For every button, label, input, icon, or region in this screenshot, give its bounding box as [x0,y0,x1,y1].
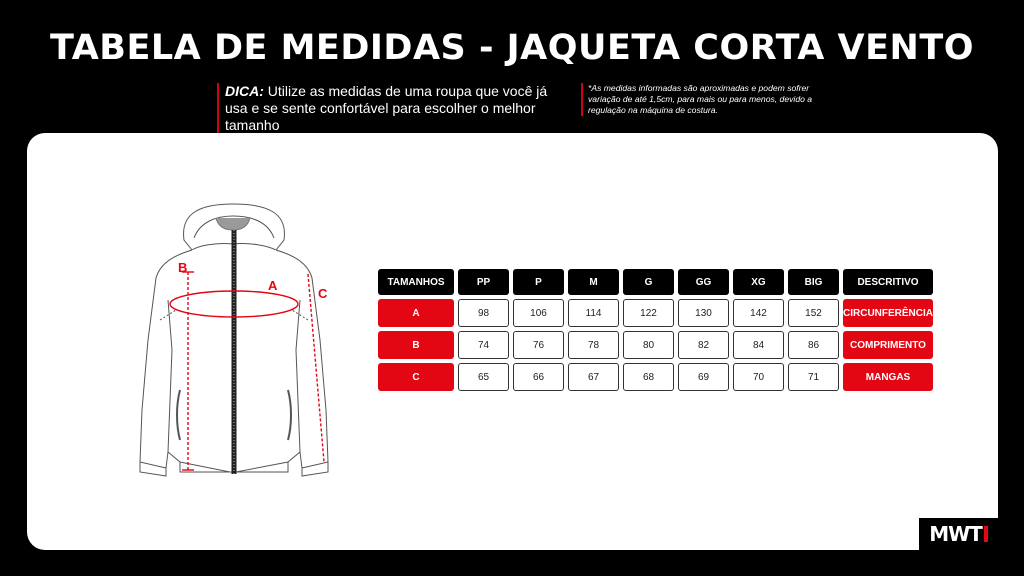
header-size: BIG [788,269,839,295]
logo-bar-icon [984,526,988,542]
table-cell: 70 [733,363,784,391]
table-row [378,299,933,327]
table-cell: 106 [513,299,564,327]
table-cell: 78 [568,331,619,359]
table-cell: 130 [678,299,729,327]
row-label: A [378,299,454,327]
header-size: XG [733,269,784,295]
table-row [378,363,933,391]
table-cell: 86 [788,331,839,359]
table-cell: 142 [733,299,784,327]
header-size: GG [678,269,729,295]
row-descriptor: MANGAS [843,363,933,391]
table-cell: 71 [788,363,839,391]
label-b: B [178,260,188,275]
table-cell: 67 [568,363,619,391]
table-cell: 69 [678,363,729,391]
brand-logo [919,518,998,550]
table-cell: 65 [458,363,509,391]
header-size: M [568,269,619,295]
header-size: P [513,269,564,295]
row-descriptor: COMPRIMENTO [843,331,933,359]
table-cell: 152 [788,299,839,327]
table-header-row [378,269,933,295]
jacket-diagram [120,200,350,490]
table-cell: 98 [458,299,509,327]
page-title: TABELA DE MEDIDAS - JAQUETA CORTA VENTO [50,28,974,68]
table-cell: 66 [513,363,564,391]
label-a: A [268,278,278,293]
row-label: B [378,331,454,359]
table-cell: 82 [678,331,729,359]
tip-label: DICA: [225,83,264,99]
logo-text: MWT [929,522,982,546]
tip-box [217,83,565,134]
table-row [378,331,933,359]
table-cell: 80 [623,331,674,359]
size-table [374,265,937,395]
table-cell: 84 [733,331,784,359]
table-cell: 74 [458,331,509,359]
header-size: G [623,269,674,295]
row-descriptor: CIRCUNFERÊNCIA [843,299,933,327]
table-cell: 114 [568,299,619,327]
header-size: PP [458,269,509,295]
header-tamanhos: TAMANHOS [378,269,454,295]
table-cell: 68 [623,363,674,391]
measurement-note: *As medidas informadas são aproximadas e podem sofrer variação de até 1,5cm, para mais ou para menos, devido a regulação na máquina de costura. [581,83,828,116]
row-label: C [378,363,454,391]
tip-text: Utilize as medidas de uma roupa que você já usa e se sente confortável para escolher o melhor tamanho [225,83,548,133]
header-descritivo: DESCRITIVO [843,269,933,295]
table-cell: 122 [623,299,674,327]
table-cell: 76 [513,331,564,359]
label-c: C [318,286,328,301]
